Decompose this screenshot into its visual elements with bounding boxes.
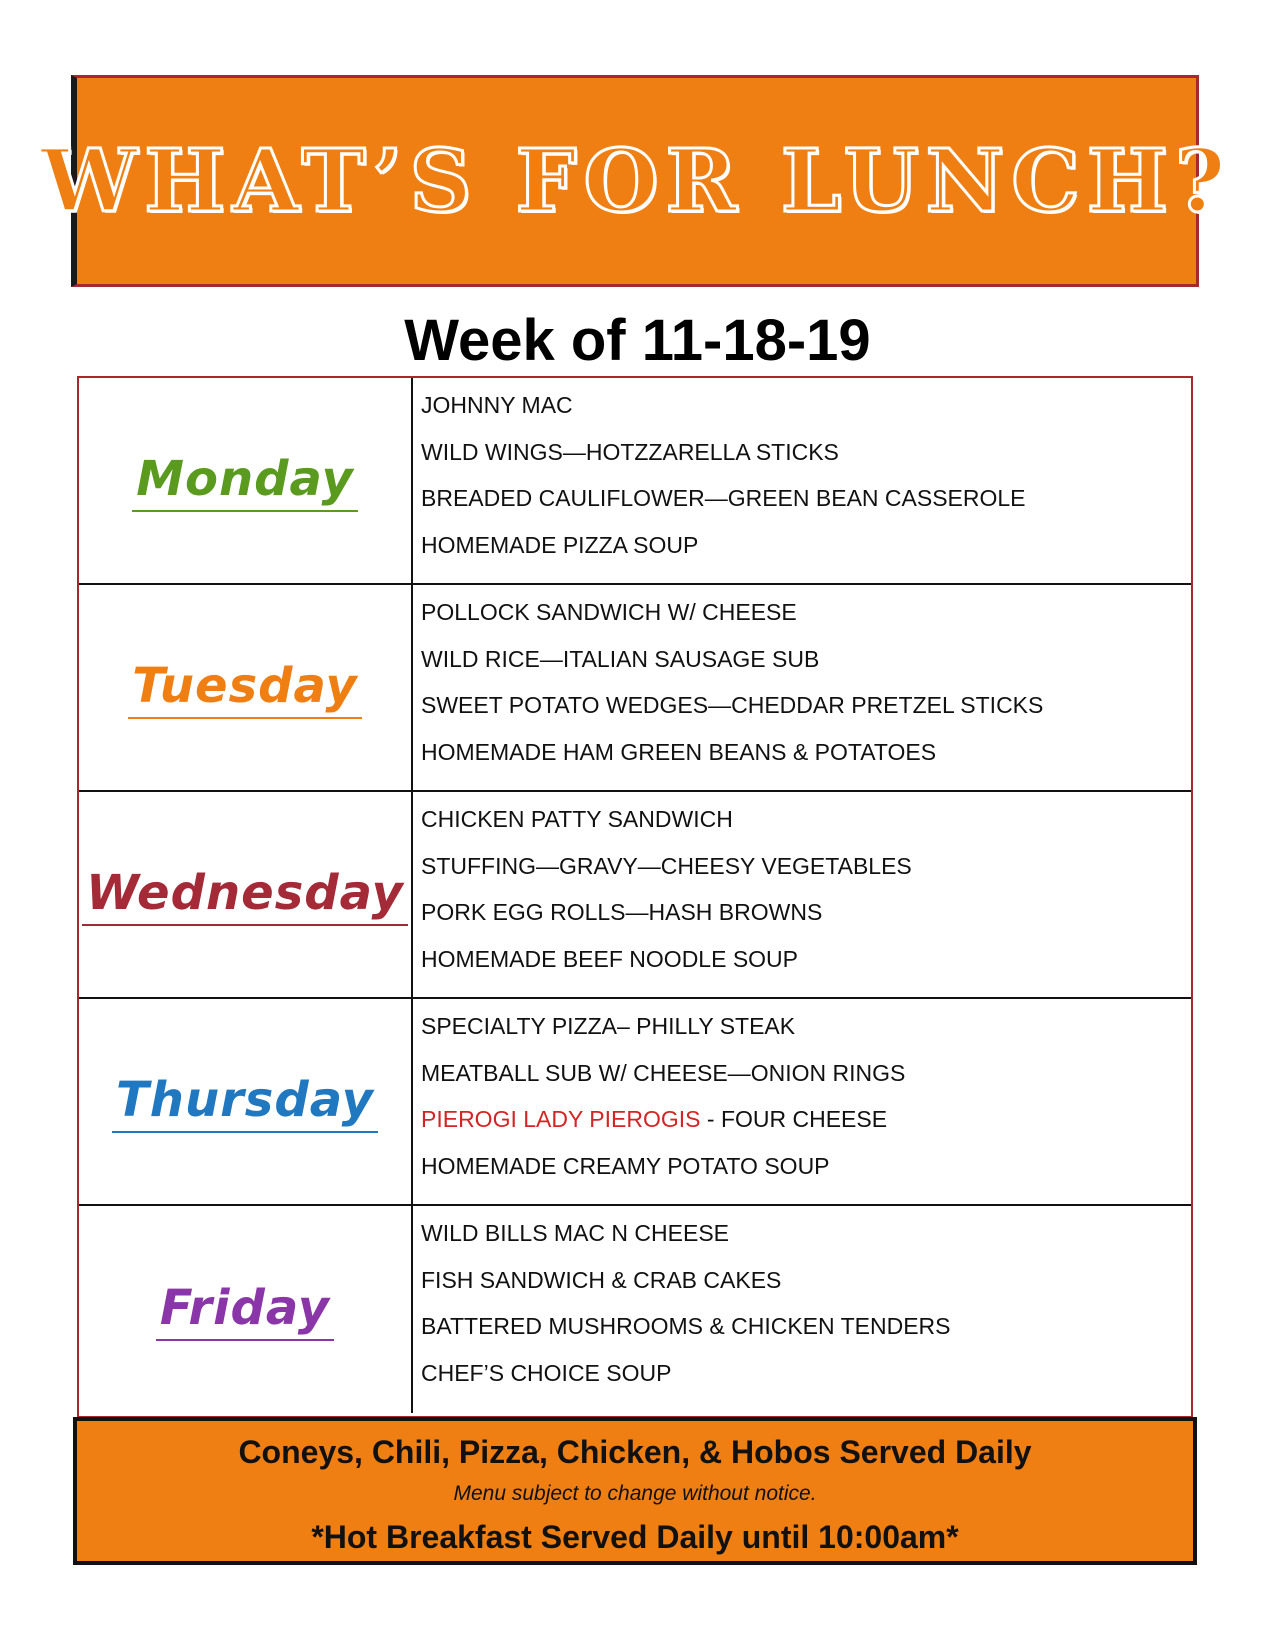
menu-item: HOMEMADE BEEF NOODLE SOUP (421, 945, 799, 972)
day-cell-tuesday (79, 585, 413, 790)
menu-item: HOMEMADE HAM GREEN BEANS & POTATOES (421, 738, 937, 765)
menu-row-thursday (79, 999, 1191, 1206)
menu-item: JOHNNY MAC (421, 392, 573, 418)
menu-row-monday (79, 378, 1191, 585)
day-cell-wednesday (79, 792, 413, 997)
menu-item: BATTERED MUSHROOMS & CHICKEN TENDERS (421, 1313, 951, 1339)
menu-items-monday (421, 378, 1185, 587)
menu-row-tuesday (79, 585, 1191, 792)
menu-row-friday (79, 1206, 1191, 1413)
menu-item: HOMEMADE CREAMY POTATO SOUP (421, 1152, 830, 1179)
special-item-detail: - FOUR CHEESE (700, 1106, 888, 1132)
footer-banner (73, 1417, 1197, 1565)
menu-items-friday (421, 1206, 1185, 1417)
menu-item: POLLOCK SANDWICH W/ CHEESE (421, 599, 797, 625)
day-label-wednesday: Wednesday (82, 864, 408, 926)
menu-item: STUFFING—GRAVY—CHEESY VEGETABLES (421, 852, 912, 879)
menu-item: SWEET POTATO WEDGES—CHEDDAR PRETZEL STICKS (421, 692, 1044, 718)
title-banner (40, 75, 1233, 287)
menu-item: HOMEMADE PIZZA SOUP (421, 531, 699, 558)
day-cell-monday (79, 378, 413, 583)
menu-item: MEATBALL SUB W/ CHEESE—ONION RINGS (421, 1059, 906, 1086)
menu-items-tuesday (421, 585, 1185, 794)
menu-item-special (421, 1096, 1185, 1143)
menu-item: SPECIALTY PIZZA– PHILLY STEAK (421, 1013, 796, 1039)
menu-item: CHICKEN PATTY SANDWICH (421, 806, 733, 832)
week-heading: Week of 11-18-19 (404, 308, 871, 373)
menu-item: CHEF’S CHOICE SOUP (421, 1359, 672, 1386)
menu-item: WILD BILLS MAC N CHEESE (421, 1220, 730, 1246)
day-label-tuesday: Tuesday (128, 657, 361, 719)
menu-item: WILD RICE—ITALIAN SAUSAGE SUB (421, 645, 820, 672)
change-notice: Menu subject to change without notice. (453, 1482, 817, 1505)
menu-item: FISH SANDWICH & CRAB CAKES (421, 1266, 782, 1293)
vendor-highlight: PIEROGI LADY PIEROGIS (421, 1106, 701, 1132)
breakfast-note: *Hot Breakfast Served Daily until 10:00am* (311, 1519, 959, 1555)
day-label-friday: Friday (156, 1279, 334, 1341)
day-label-thursday: Thursday (112, 1071, 378, 1133)
menu-item: BREADED CAULIFLOWER—GREEN BEAN CASSEROLE (421, 485, 1026, 511)
menu-item: PORK EGG ROLLS—HASH BROWNS (421, 899, 823, 925)
page-title: WHAT’S FOR LUNCH? (40, 130, 1233, 232)
day-cell-thursday (79, 999, 413, 1204)
daily-items-note: Coneys, Chili, Pizza, Chicken, & Hobos Served Daily (238, 1434, 1032, 1470)
menu-items-thursday (421, 999, 1185, 1208)
menu-items-wednesday (421, 792, 1185, 1001)
menu-item: WILD WINGS—HOTZZARELLA STICKS (421, 438, 839, 465)
weekly-menu-table (77, 376, 1193, 1418)
day-label-monday: Monday (132, 450, 357, 512)
menu-row-wednesday (79, 792, 1191, 999)
day-cell-friday (79, 1206, 413, 1413)
